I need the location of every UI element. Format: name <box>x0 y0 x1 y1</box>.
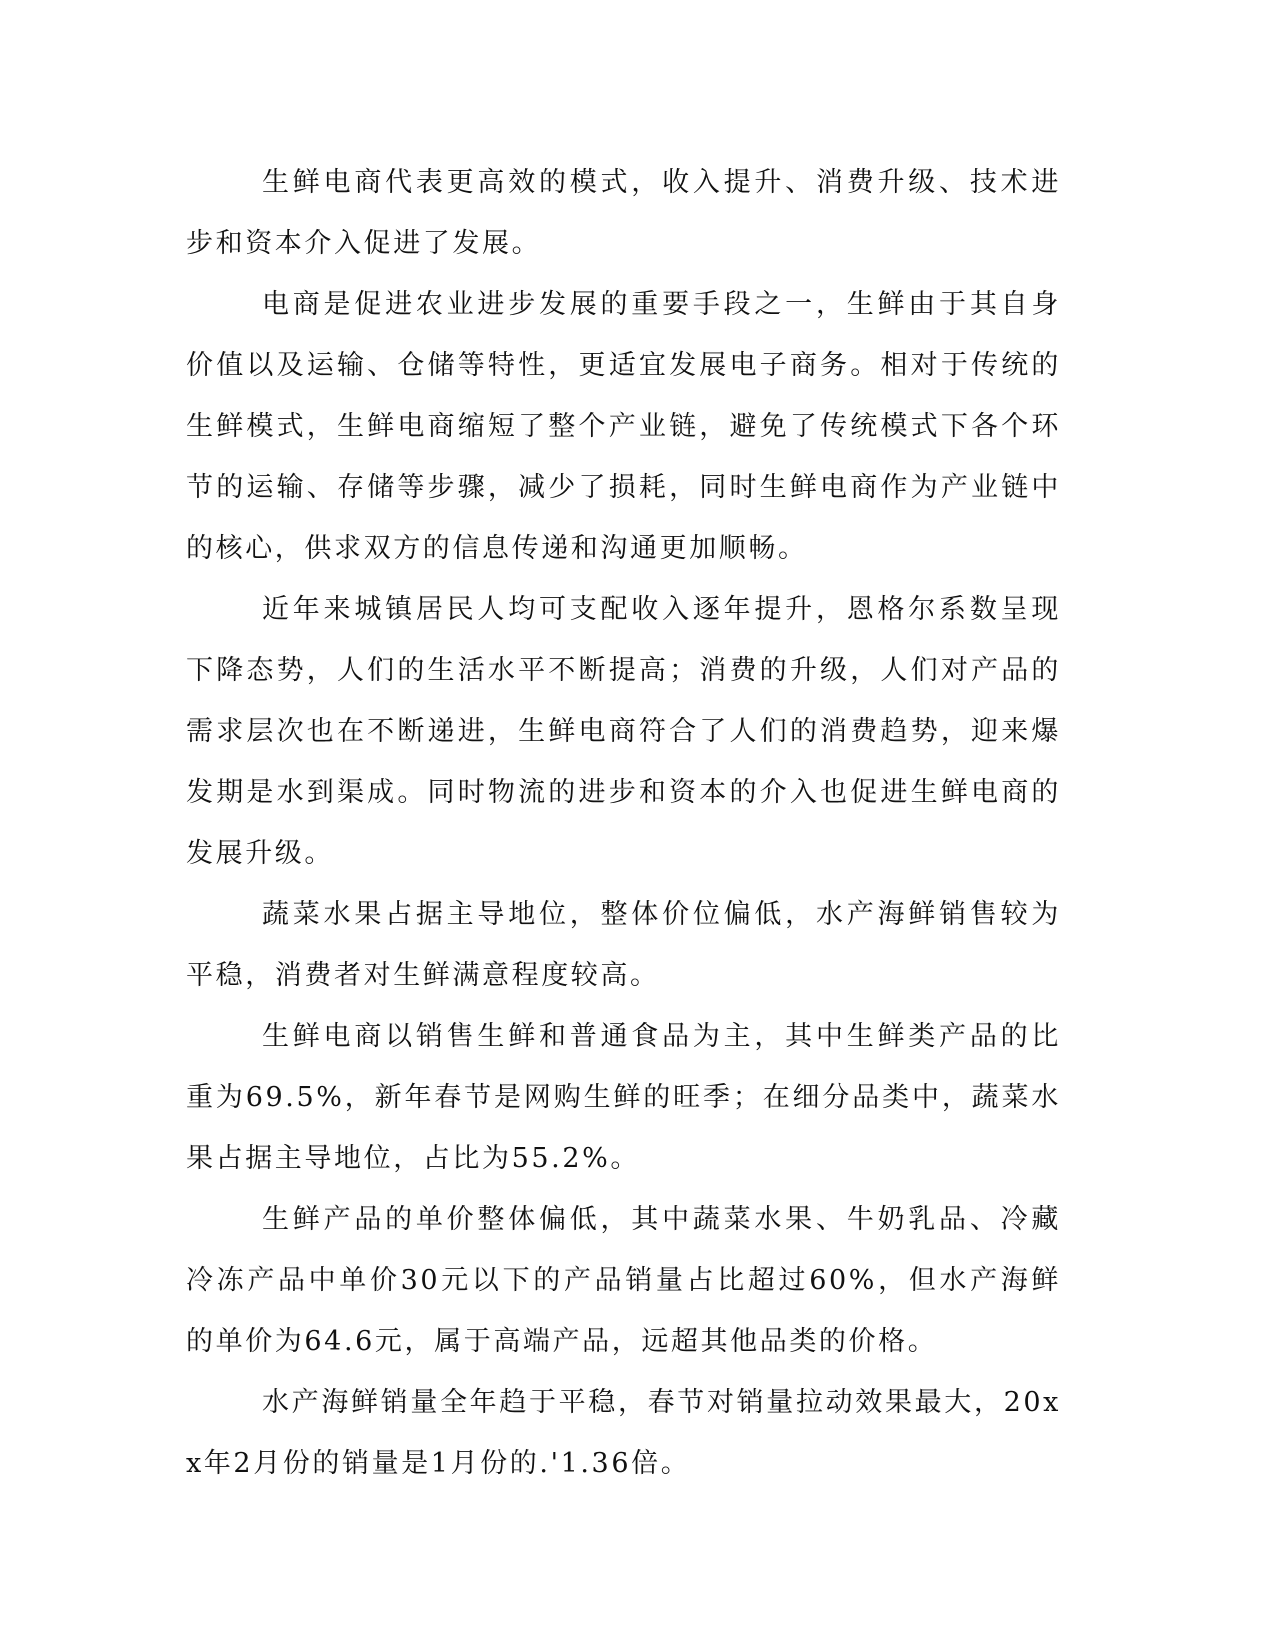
document-body <box>186 152 1061 1494</box>
paragraph-4: 蔬菜水果占据主导地位，整体价位偏低，水产海鲜销售较为平稳，消费者对生鲜满意程度较高。 <box>186 899 1061 991</box>
paragraph-3: 近年来城镇居民人均可支配收入逐年提升，恩格尔系数呈现下降态势，人们的生活水平不断提高；消费的升级，人们对产品的需求层次也在不断递进，生鲜电商符合了人们的消费趋势，迎来爆发期是水到渠成。同时物流的进步和资本的介入也促进生鲜电商的发展升级。 <box>186 594 1061 869</box>
paragraph-7: 水产海鲜销量全年趋于平稳，春节对销量拉动效果最大，20xx年2月份的销量是1月份的.'1.36倍。 <box>186 1387 1061 1479</box>
paragraph-6: 生鲜产品的单价整体偏低，其中蔬菜水果、牛奶乳品、冷藏冷冻产品中单价30元以下的产品销量占比超过60%，但水产海鲜的单价为64.6元，属于高端产品，远超其他品类的价格。 <box>186 1204 1061 1357</box>
paragraph-5: 生鲜电商以销售生鲜和普通食品为主，其中生鲜类产品的比重为69.5%，新年春节是网购生鲜的旺季；在细分品类中，蔬菜水果占据主导地位，占比为55.2%。 <box>186 1021 1061 1174</box>
paragraph-1: 生鲜电商代表更高效的模式，收入提升、消费升级、技术进步和资本介入促进了发展。 <box>186 167 1061 259</box>
paragraph-2: 电商是促进农业进步发展的重要手段之一，生鲜由于其自身价值以及运输、仓储等特性，更适宜发展电子商务。相对于传统的生鲜模式，生鲜电商缩短了整个产业链，避免了传统模式下各个环节的运输、存储等步骤，减少了损耗，同时生鲜电商作为产业链中的核心，供求双方的信息传递和沟通更加顺畅。 <box>186 289 1061 564</box>
